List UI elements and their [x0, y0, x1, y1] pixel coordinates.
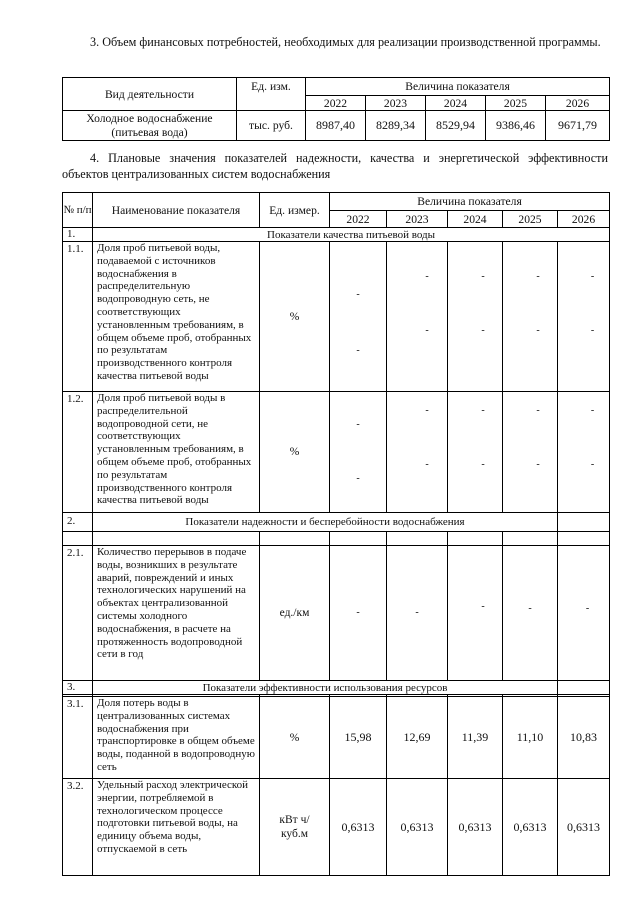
indicator-unit: % — [260, 392, 330, 513]
section-number: 3. — [63, 681, 93, 695]
empty-cell — [260, 532, 330, 546]
dash-mark: - — [425, 325, 429, 336]
dash-mark: - — [536, 325, 540, 336]
finance-activity-header: Вид деятельности — [63, 78, 237, 111]
dash-mark: - — [356, 473, 360, 484]
indicators-unit-header: Ед. измер. — [260, 193, 330, 228]
value-cell — [387, 546, 448, 681]
indicator-unit: % — [260, 242, 330, 392]
finance-value-cell: 9386,46 — [486, 111, 546, 141]
indicators-name-header: Наименование показателя — [93, 193, 260, 228]
empty-cell — [558, 513, 610, 532]
dash-mark: - — [590, 405, 595, 416]
dash-mark: - — [536, 405, 540, 416]
dash-mark: - — [536, 271, 540, 282]
empty-cell — [63, 532, 93, 546]
finance-value-header: Величина показателя — [306, 78, 610, 96]
indicator-unit: кВт ч/куб.м — [260, 779, 330, 876]
indicator-name: Доля проб питьевой воды, подаваемой с источников водоснабжения в распределительную водопроводную сеть, не соответствующих установленным требованиям, в общем объеме проб, отобранных по результатам производственного контроля качества питьевой воды — [93, 242, 260, 392]
indicators-value-header: Величина показателя — [330, 193, 610, 211]
finance-year: 2025 — [486, 96, 546, 111]
indicator-name: Доля потерь воды в централизованных системах водоснабжения при транспортировке в общем объеме воды, поданной в водопроводную сеть — [93, 697, 260, 779]
dash-mark: - — [425, 271, 429, 282]
indicator-value: 15,98 — [330, 697, 387, 779]
dash-mark: - — [536, 459, 540, 470]
dash-mark: - — [528, 603, 532, 614]
indicator-value: 0,6313 — [387, 779, 448, 876]
indicator-unit: ед./км — [260, 546, 330, 681]
dash-mark: - — [481, 459, 485, 470]
value-cell — [503, 242, 558, 392]
indicators-year: 2025 — [503, 211, 558, 228]
dash-mark: - — [356, 607, 360, 618]
section-title: Показатели надежности и бесперебойности водоснабжения — [93, 513, 558, 532]
finance-activity-cell: Холодное водоснабжение (питьевая вода) — [63, 111, 237, 141]
indicators-year: 2024 — [448, 211, 503, 228]
value-cell — [503, 392, 558, 513]
section-number: 1. — [63, 228, 93, 242]
dash-mark: - — [356, 419, 360, 430]
value-cell — [387, 242, 448, 392]
row-number: 3.1. — [63, 697, 93, 779]
section-title: Показатели качества питьевой воды — [93, 228, 610, 242]
row-number: 1.2. — [63, 392, 93, 513]
section-4-paragraph: 4. Плановые значения показателей надежности, качества и энергетической эффективности объектов централизованных систем водоснабжения — [62, 151, 608, 181]
indicator-value: 11,10 — [503, 697, 558, 779]
finance-value-cell: 9671,79 — [546, 111, 610, 141]
section-title: Показатели эффективности использования ресурсов — [93, 681, 558, 695]
empty-cell — [93, 532, 260, 546]
indicators-year: 2026 — [558, 211, 610, 228]
indicators-year: 2023 — [387, 211, 448, 228]
row-number: 2.1. — [63, 546, 93, 681]
dash-mark: - — [356, 345, 360, 356]
indicator-value: 0,6313 — [503, 779, 558, 876]
finance-unit-cell: тыс. руб. — [237, 111, 306, 141]
empty-cell — [448, 532, 503, 546]
row-number: 1.1. — [63, 242, 93, 392]
indicator-value: 0,6313 — [448, 779, 503, 876]
value-cell — [330, 392, 387, 513]
empty-cell — [558, 532, 610, 546]
dash-mark: - — [481, 405, 485, 416]
indicator-name: Количество перерывов в подаче воды, возникших в результате аварий, повреждений и иных технологических нарушений на объектах централизованной системы холодного водоснабжения, в расчете на протяженность водопроводной сети в год — [93, 546, 260, 681]
finance-value-cell: 8987,40 — [306, 111, 366, 141]
indicator-value: 12,69 — [387, 697, 448, 779]
finance-value-cell: 8529,94 — [426, 111, 486, 141]
row-number: 3.2. — [63, 779, 93, 876]
dash-mark: - — [425, 459, 429, 470]
section-3-paragraph: 3. Объем финансовых потребностей, необходимых для реализации производственной программы. — [90, 35, 601, 49]
dash-mark: - — [481, 601, 485, 612]
value-cell — [448, 392, 503, 513]
finance-year: 2026 — [546, 96, 610, 111]
empty-cell — [387, 532, 448, 546]
indicator-value: 10,83 — [558, 697, 610, 779]
dash-mark: - — [415, 607, 419, 618]
value-cell — [558, 242, 610, 392]
indicator-name: Удельный расход электрической энергии, потребляемой в технологическом процессе подготовки питьевой воды, на единицу объема воды, отпускаемой в сеть — [93, 779, 260, 876]
finance-value-cell: 8289,34 — [366, 111, 426, 141]
dash-mark: - — [590, 325, 595, 336]
dash-mark: - — [356, 289, 360, 300]
value-cell — [330, 242, 387, 392]
indicator-value: 0,6313 — [558, 779, 610, 876]
dash-mark: - — [585, 603, 590, 614]
indicator-name: Доля проб питьевой воды в распределительной водопроводной сети, не соответствующих установленным требованиям, в общем объеме проб, отобранных по результатам производственного контроля качества питьевой воды — [93, 392, 260, 513]
empty-cell — [330, 532, 387, 546]
indicators-num-header: № п/п — [63, 193, 93, 228]
finance-table — [62, 77, 610, 141]
dash-mark: - — [590, 271, 595, 282]
finance-year: 2022 — [306, 96, 366, 111]
indicator-value: 0,6313 — [330, 779, 387, 876]
finance-unit-header: Ед. изм. — [237, 78, 306, 111]
empty-cell — [558, 681, 610, 695]
dash-mark: - — [481, 271, 485, 282]
value-cell — [387, 392, 448, 513]
value-cell — [448, 242, 503, 392]
empty-cell — [503, 532, 558, 546]
value-cell — [558, 392, 610, 513]
indicator-unit: % — [260, 697, 330, 779]
value-cell — [503, 546, 558, 681]
finance-year: 2024 — [426, 96, 486, 111]
finance-year: 2023 — [366, 96, 426, 111]
indicators-table — [62, 192, 610, 876]
value-cell — [448, 546, 503, 681]
dash-mark: - — [481, 325, 485, 336]
dash-mark: - — [425, 405, 429, 416]
indicators-year: 2022 — [330, 211, 387, 228]
indicator-value: 11,39 — [448, 697, 503, 779]
value-cell — [330, 546, 387, 681]
value-cell — [558, 546, 610, 681]
dash-mark: - — [590, 459, 595, 470]
section-number: 2. — [63, 513, 93, 532]
